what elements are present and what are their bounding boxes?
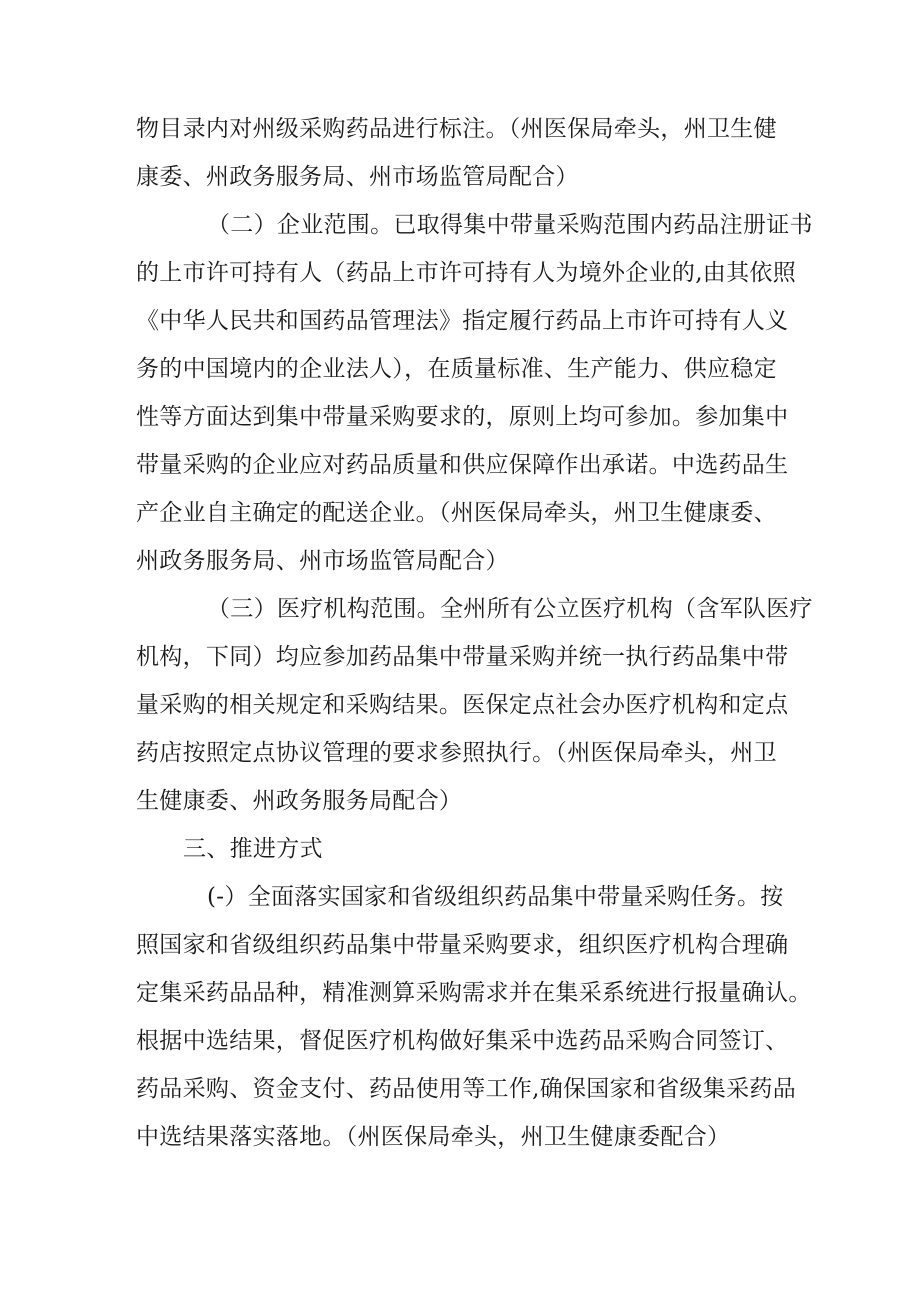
text-line: 康委、州政务服务局、州市场监管局配合） (136, 164, 579, 190)
text-line: 量采购的相关规定和采购结果。医保定点社会办医疗机构和定点 (136, 692, 789, 718)
paragraph-start-line: (-）全面落实国家和省级组织药品集中带量采购任务。按 (207, 884, 784, 910)
text-line: 务的中国境内的企业法人），在质量标准、生产能力、供应稳定 (136, 356, 777, 382)
text-line: 根据中选结果，督促医疗机构做好集采中选药品采购合同签订、 (136, 1028, 789, 1054)
text-line: 定集采药品品种，精准测算采购需求并在集采系统进行报量确认。 (136, 980, 812, 1006)
paragraph-start-line: （三）医疗机构范围。全州所有公立医疗机构（含军队医疗 (207, 596, 813, 622)
text-line: 州政务服务局、州市场监管局配合） (136, 548, 509, 574)
text-line: 《中华人民共和国药品管理法》指定履行药品上市许可持有人义 (136, 308, 789, 334)
text-line: 照国家和省级组织药品集中带量采购要求，组织医疗机构合理确 (136, 932, 789, 958)
text-line: 生健康委、州政务服务局配合） (136, 788, 463, 814)
text-line: 药品采购、资金支付、药品使用等工作,确保国家和省级集采药品 (136, 1076, 797, 1102)
text-line: 性等方面达到集中带量采购要求的，原则上均可参加。参加集中 (136, 404, 789, 430)
paragraph-start-line: （二）企业范围。已取得集中带量采购范围内药品注册证书 (207, 212, 813, 238)
section-heading: 三、推进方式 (183, 836, 323, 862)
text-line: 产企业自主确定的配送企业。（州医保局牵头，州卫生健康委、 (136, 500, 777, 526)
text-line: 中选结果落实落地。（州医保局牵头，州卫生健康委配合） (136, 1124, 731, 1150)
text-line: 机构，下同）均应参加药品集中带量采购并统一执行药品集中带 (136, 644, 789, 670)
text-line: 的上市许可持有人（药品上市许可持有人为境外企业的,由其依照 (136, 260, 797, 286)
text-line: 物目录内对州级采购药品进行标注。（州医保局牵头，州卫生健 (136, 116, 777, 142)
text-line: 药店按照定点协议管理的要求参照执行。（州医保局牵头，州卫 (136, 740, 777, 766)
text-line: 带量采购的企业应对药品质量和供应保障作出承诺。中选药品生 (136, 452, 789, 478)
